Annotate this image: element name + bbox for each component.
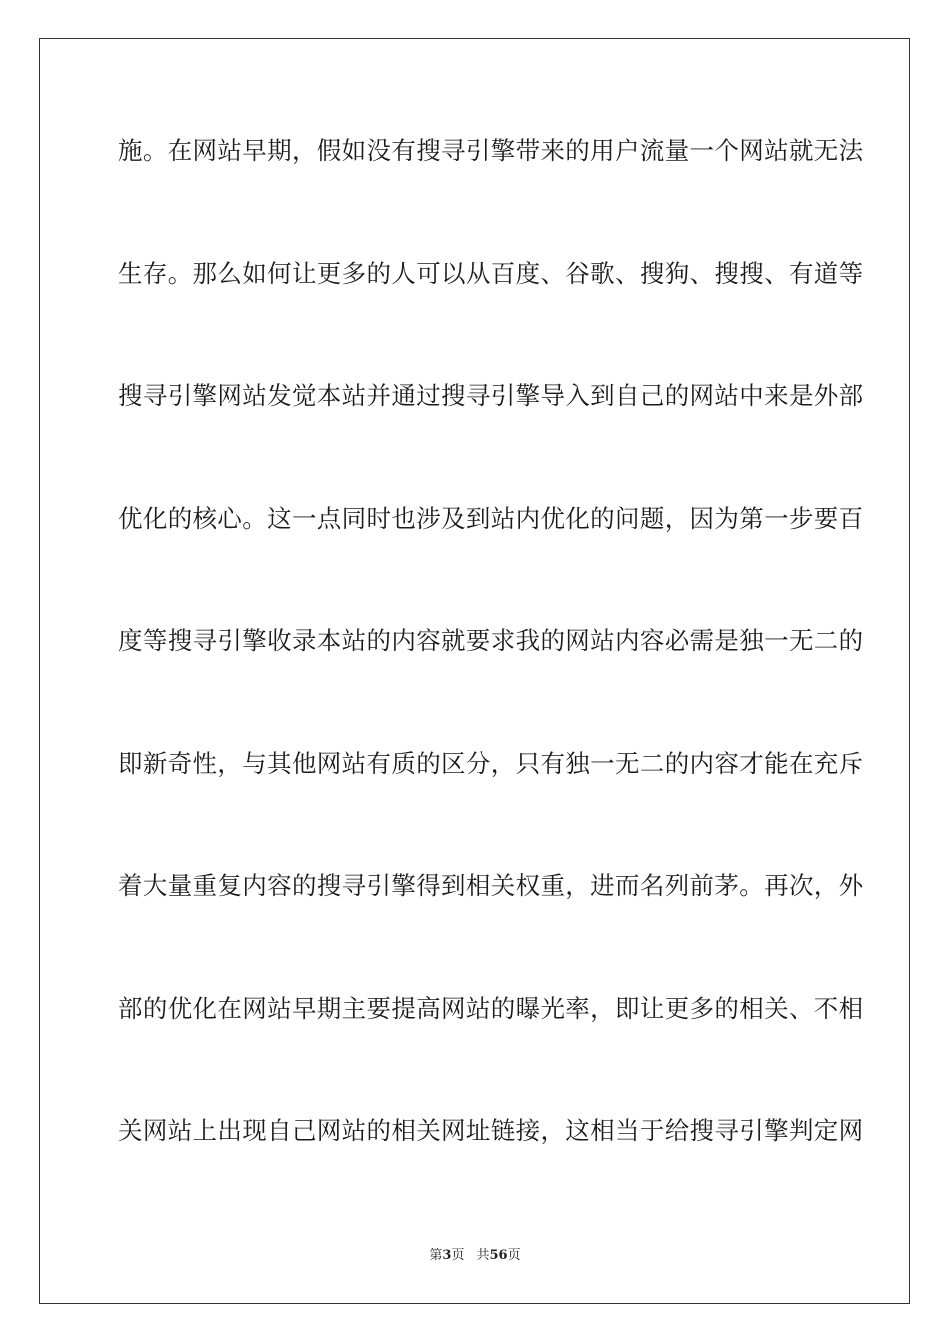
- paragraph-line: 着大量重复内容的搜寻引擎得到相关权重，进而名列前茅。再次，外: [118, 871, 864, 900]
- paragraph-line: 度等搜寻引擎收录本站的内容就要求我的网站内容必需是独一无二的: [118, 626, 864, 655]
- paragraph-line: 优化的核心。这一点同时也涉及到站内优化的问题，因为第一步要百: [118, 503, 864, 533]
- page-number-suffix: 页: [451, 1248, 465, 1263]
- total-pages-prefix: 共: [476, 1248, 490, 1263]
- paragraph-line: 部的优化在网站早期主要提高网站的曝光率，即让更多的相关、不相: [118, 993, 864, 1023]
- paragraph-line: 生存。那么如何让更多的人可以从百度、谷歌、搜狗、搜搜、有道等: [118, 258, 864, 288]
- page-footer: [0, 1244, 950, 1263]
- paragraph-line: 关网站上出现自己网站的相关网址链接，这相当于给搜寻引擎判定网: [118, 1116, 864, 1145]
- current-page-number: 3: [442, 1248, 452, 1263]
- total-pages-number: 56: [489, 1248, 508, 1263]
- paragraph-line: 搜寻引擎网站发觉本站并通过搜寻引擎导入到自己的网站中来是外部: [118, 381, 864, 410]
- document-body: [118, 128, 864, 1231]
- total-pages-suffix: 页: [507, 1248, 521, 1263]
- page-number-prefix: 第: [429, 1248, 443, 1263]
- paragraph-line: 即新奇性，与其他网站有质的区分，只有独一无二的内容才能在充斥: [118, 748, 864, 778]
- paragraph-line: 施。在网站早期，假如没有搜寻引擎带来的用户流量一个网站就无法: [118, 136, 864, 165]
